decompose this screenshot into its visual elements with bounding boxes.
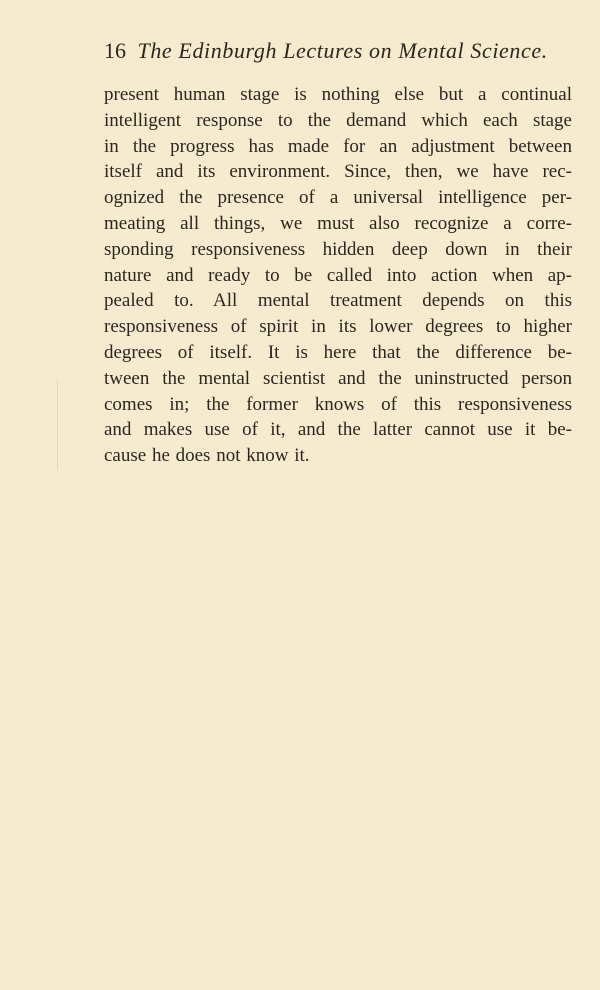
text-line: cause he does not know it. — [104, 445, 310, 467]
text-line: responsiveness of spirit in its lower degrees to higher — [104, 316, 572, 338]
text-line: meating all things, we must also recognize a corre- — [104, 212, 572, 234]
text-line: ognized the presence of a universal intelligence per- — [104, 187, 572, 209]
text-line: in the progress has made for an adjustment between — [104, 135, 572, 157]
text-line: and makes use of it, and the latter cannot use it be- — [104, 419, 572, 441]
text-line: pealed to. All mental treatment depends on this — [104, 290, 572, 312]
text-line: comes in; the former knows of this responsiveness — [104, 393, 572, 415]
running-header — [104, 38, 554, 64]
text-line: present human stage is nothing else but a continual — [104, 84, 572, 105]
page-number: 16 — [104, 38, 126, 63]
text-line: tween the mental scientist and the uninstructed person — [104, 367, 572, 389]
text-line: itself and its environment. Since, then, we have rec- — [104, 161, 572, 183]
text-line: nature and ready to be called into action when ap- — [104, 264, 572, 286]
text-line: sponding responsiveness hidden deep down in their — [104, 238, 572, 260]
page-edge-shadow — [57, 380, 58, 470]
body-text — [104, 82, 572, 469]
text-line: intelligent response to the demand which each stage — [104, 109, 572, 131]
text-line: degrees of itself. It is here that the difference be- — [104, 341, 572, 363]
running-title: The Edinburgh Lectures on Mental Science. — [137, 38, 548, 63]
